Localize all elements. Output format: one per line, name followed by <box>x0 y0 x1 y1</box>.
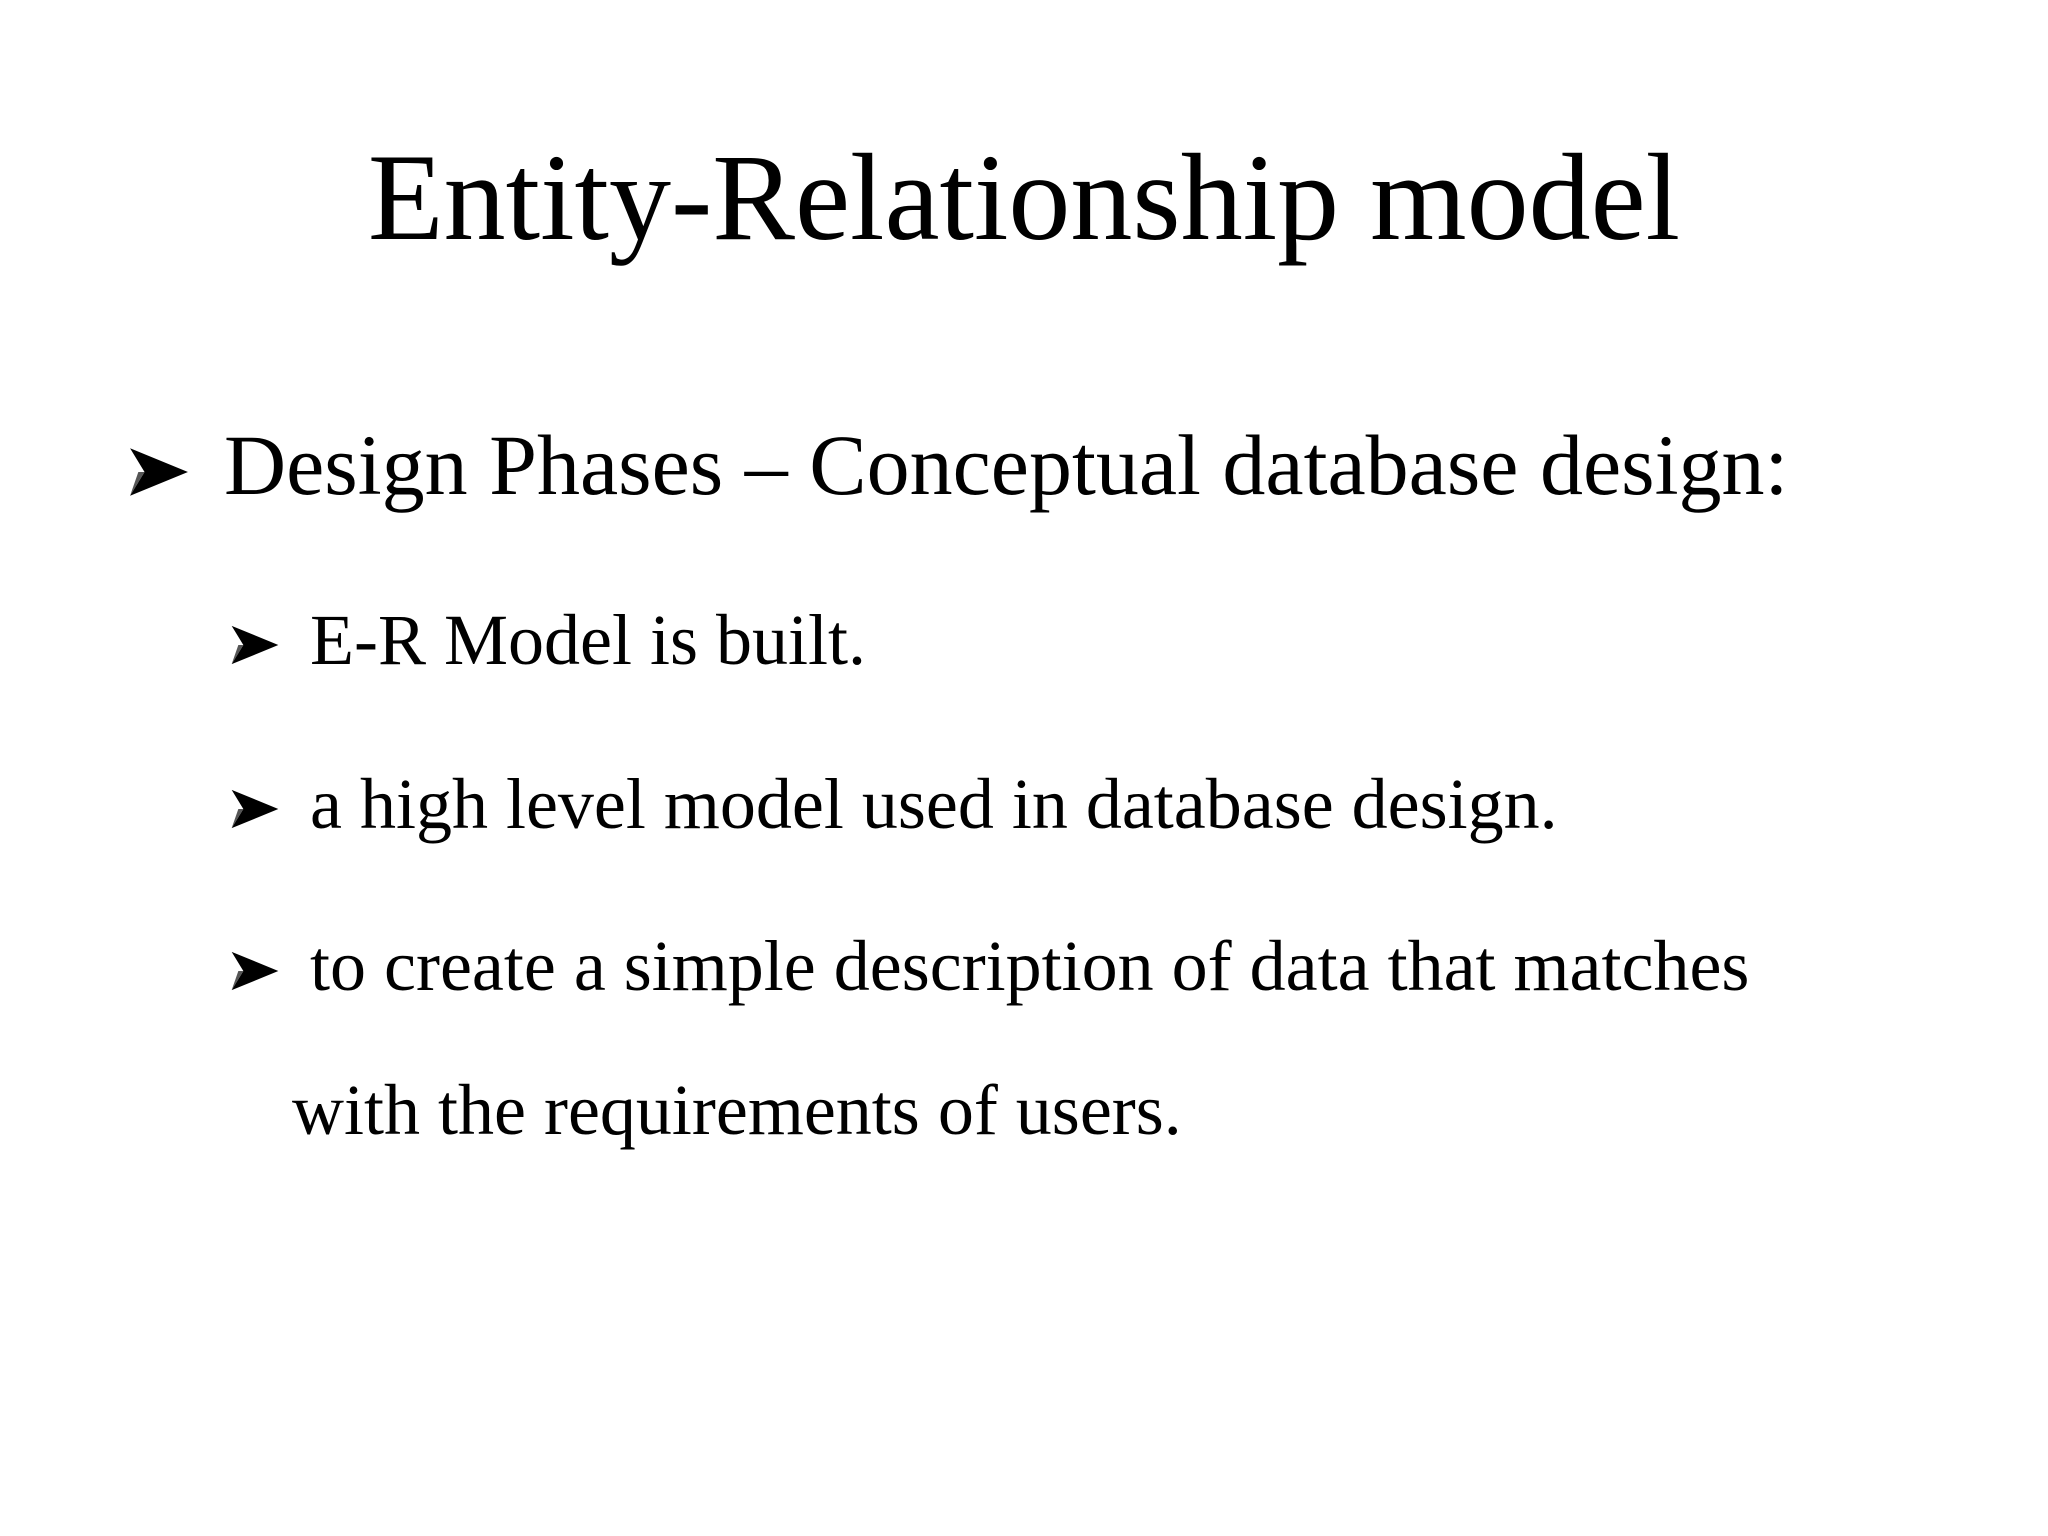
bullet-item-level1 <box>128 415 1788 515</box>
arrow-bullet-icon <box>128 446 190 498</box>
bullet-item-level2 <box>230 924 1749 1008</box>
slide-title: Entity-Relationship model <box>367 129 1681 266</box>
bullet-text: Design Phases – Conceptual database design: <box>224 417 1789 513</box>
bullet-text: to create a simple description of data that matches <box>310 926 1750 1006</box>
arrow-bullet-icon <box>230 950 280 992</box>
bullet-text-continuation: with the requirements of users. <box>292 1070 1182 1150</box>
bullet-text: a high level model used in database design. <box>310 764 1558 844</box>
arrow-bullet-icon <box>230 624 280 666</box>
bullet-text: E-R Model is built. <box>310 600 866 680</box>
bullet-item-level2 <box>230 762 1558 846</box>
bullet-item-level2 <box>230 598 866 682</box>
arrow-bullet-icon <box>230 788 280 830</box>
